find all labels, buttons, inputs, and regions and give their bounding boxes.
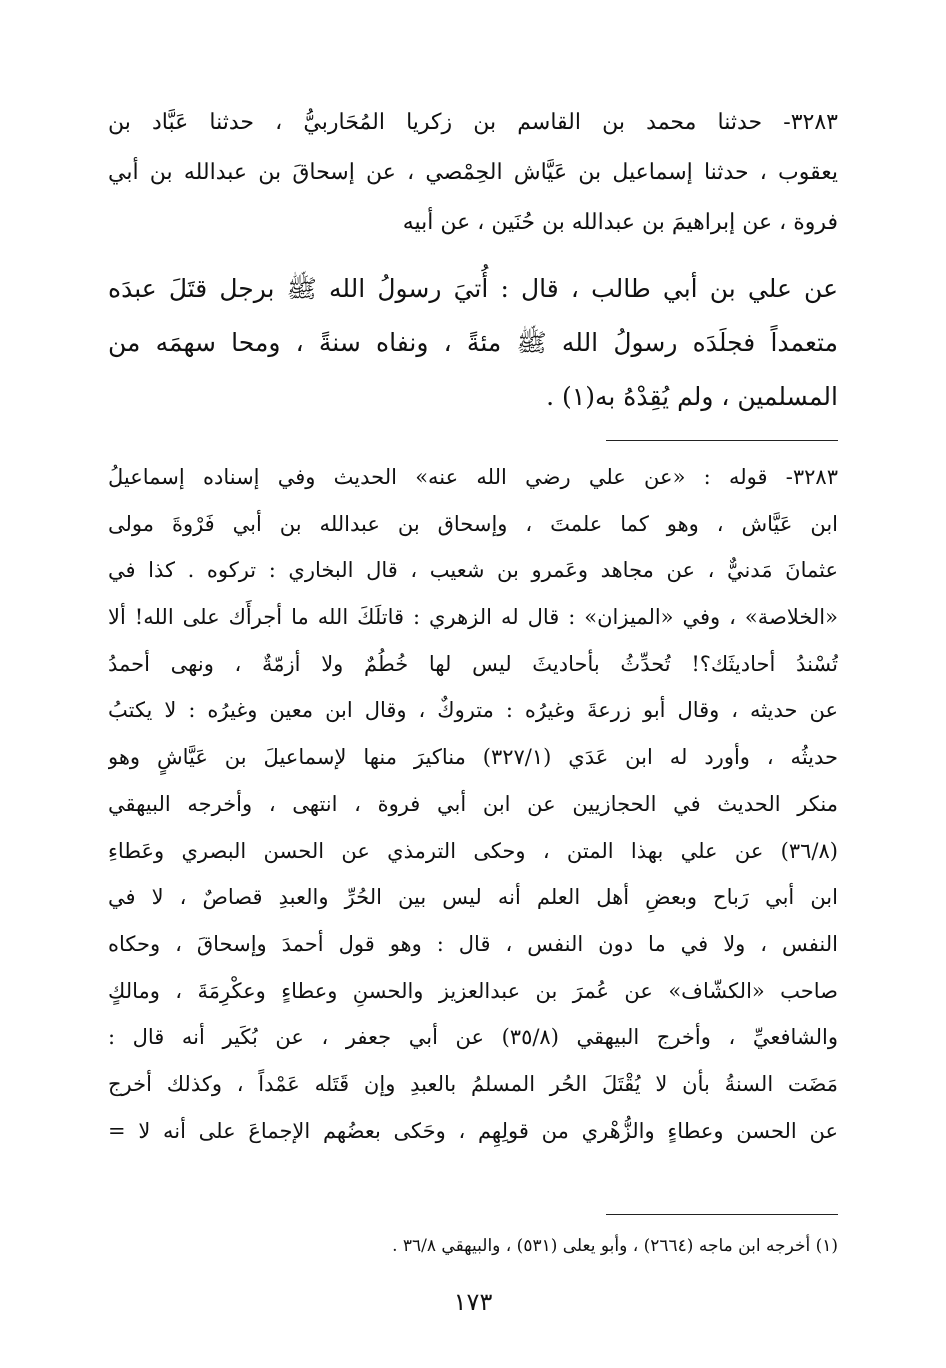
commentary-line: ٣٢٨٣- قوله : «عن علي رضي الله عنه» الحديث وفي إسناده إسماعيلُ: [108, 465, 838, 489]
commentary-line: ابن أبي رَباح وبعضِ أهل العلم أنه ليس بين الحُرِّ والعبدِ قصاصٌ ، لا في: [108, 885, 838, 910]
page-number: ١٧٣: [453, 1288, 493, 1316]
commentary-line: منكر الحديث في الحجازيين عن ابن أبي فروة ، انتهى ، وأخرجه البيهقي: [108, 791, 838, 816]
commentary-line: ابن عَيَّاش ، وهو كما علمتَ ، وإسحاق بن عبدالله بن أبي فَرْوةَ مولى: [108, 511, 838, 536]
isnad-line: ٣٢٨٣- حدثنا محمد بن القاسم بن زكريا المُحَاربيُّ ، حدثنا عَبَّاد بن: [108, 110, 838, 135]
matn-line: المسلمين ، ولم يُقِدْهُ به(١) .: [546, 382, 838, 411]
commentary-line: (٣٦/٨) عن علي بهذا المتن ، وحكى الترمذي عن الحسن البصري وعَطاءِ: [108, 838, 838, 863]
commentary-line: صاحب «الكشّاف» عن عُمرَ بن عبدالعزيز والحسنِ وعطاءٍ وعكْرِمَةَ ، ومالكٍ: [108, 978, 838, 1003]
footnote: [108, 1226, 838, 1266]
commentary-line: تُسْندُ أحاديثَك؟! تُحدِّثُ بأحاديثَ ليس لها خُطُمٌ ولا أزمّةٌ ، ونهى أحمدُ: [108, 651, 838, 676]
commentary: [108, 454, 838, 1154]
hadith-isnad: [108, 98, 838, 248]
matn-line: عن علي بن أبي طالب ، قال : أُتيَ رسولُ الله ﷺ برجل قتَلَ عبدَه: [108, 274, 838, 303]
commentary-line: حديثُه ، وأورد له ابن عَدَي (٣٢٧/١) مناكيرَ منها لإسماعيلَ بن عَيَّاشٍ وهو: [108, 745, 838, 770]
commentary-line: عن حديثه ، وقال أبو زرعةَ وغيرُه : متروكٌ ، وقال ابن معين وغيرُه : لا يكتبُ: [108, 698, 838, 723]
commentary-line: النفس ، ولا في ما دون النفس ، قال : وهو قول أحمدَ وإسحاقَ ، وحكاه: [108, 931, 838, 956]
footnote-divider: [606, 1214, 838, 1215]
section-divider: [606, 440, 838, 441]
commentary-line: والشافعيِّ ، وأخرج البيهقي (٣٥/٨) عن أبي جعفر ، عن بُكَير أنه قال :: [108, 1025, 838, 1050]
commentary-line: عن الحسن وعطاءٍ والزُّهْري من قولِهِم ، وحَكى بعضُهم الإجماعَ على أنه لا =: [108, 1118, 838, 1143]
commentary-line: «الخلاصة» ، وفي «الميزان» : قال له الزهري : قاتلَكَ الله ما أجرأَك على الله! ألا: [108, 605, 838, 630]
footnote-text: (١) أخرجه ابن ماجه (٢٦٦٤) ، وأبو يعلى (٥٣١) ، والبيهقي ٣٦/٨ .: [392, 1236, 838, 1256]
isnad-line: يعقوب ، حدثنا إسماعيل بن عَيَّاش الحِمْصي ، عن إسحاقَ بن عبدالله بن أبي: [108, 160, 838, 185]
hadith-matn: [108, 262, 838, 424]
commentary-line: مَضَت السنةُ بأن لا يُقْتَلَ الحُر المسلمُ بالعبدِ وإن قَتَله عَمْداً ، وكذلك أخرج: [108, 1071, 838, 1096]
matn-line: متعمداً فجلَدَه رسولُ الله ﷺ مئةً ، ونفاه سنةً ، ومحا سهمَه من: [108, 328, 838, 357]
isnad-line: فروة ، عن إبراهيمَ بن عبدالله بن حُنَين ، عن أبيه: [402, 210, 838, 235]
commentary-line: عثمانَ مَدنيٌّ ، عن مجاهد وعَمرو بن شعيب ، قال البخاري : تركوه . كذا في: [108, 558, 838, 583]
